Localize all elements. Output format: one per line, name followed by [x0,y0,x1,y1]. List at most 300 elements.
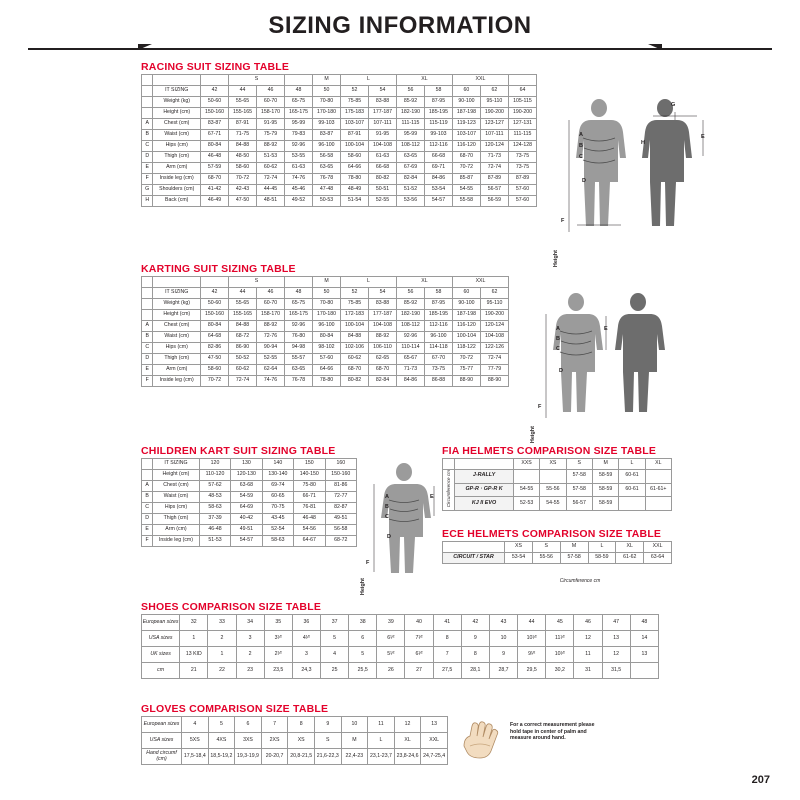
it-size-120: 120 [199,459,230,470]
it-size-56: 56 [396,86,424,97]
karting-fig-letter-f: F [538,404,542,410]
cell: 31 [574,663,602,679]
cell: 70-72 [452,354,480,365]
cell: 13 KID [180,647,208,663]
cell: 75-85 [340,299,368,310]
cell: 6 [349,631,377,647]
table-row [142,141,537,152]
cell: 28,7 [489,663,517,679]
cell: 74-76 [257,376,285,387]
table-row [443,483,672,497]
cell: 87-95 [424,299,452,310]
it-size-46: 46 [257,288,285,299]
table-row [142,749,448,765]
cell: 21,6-22,3 [314,749,341,765]
cell: 60-70 [257,299,285,310]
cell: 64-66 [340,163,368,174]
cell: 44-45 [257,185,285,196]
cell: 6¹⁄² [377,631,405,647]
cell: 88-92 [368,332,396,343]
cell: 4XS [208,733,235,749]
cell: 56-58 [325,525,356,536]
cell: 182-190 [396,108,424,119]
cell: 47 [602,615,630,631]
cell: 25 [321,663,349,679]
cell: 52-54 [262,525,293,536]
cell: 90-100 [452,97,480,108]
cell: 158-170 [257,310,285,321]
row-key: D [142,354,153,365]
cell: 66-68 [424,152,452,163]
cell: 28,1 [461,663,489,679]
table-row [142,152,537,163]
cell: 48-50 [229,152,257,163]
cell: 60-62 [229,365,257,376]
cell: 74-76 [285,174,313,185]
cell: 54-55 [452,185,480,196]
cell: 63-65 [285,365,313,376]
cell: 81-86 [325,481,356,492]
cell: 60-61 [619,470,645,484]
cell: 24,7-25,4 [421,749,448,765]
karting-figure [530,286,680,448]
row-key: C [142,343,153,354]
cell: 67-70 [424,354,452,365]
page-number: 207 [751,774,770,786]
row-label: Waist (cm) [153,492,200,503]
cell: 44 [518,615,546,631]
it-size-56: 56 [396,288,424,299]
cell: 4 [321,647,349,663]
row-label: Back (cm) [153,196,201,207]
cell: 12 [602,647,630,663]
cell: 170-180 [313,310,341,321]
cell: 50-51 [368,185,396,196]
it-size-60: 60 [452,86,480,97]
cell: 72-76 [257,332,285,343]
cell: 70-72 [229,174,257,185]
row-label: European sizes [142,717,182,733]
row-label: Arm (cm) [153,525,200,536]
cell [619,497,645,511]
cell: 5XS [182,733,209,749]
cell: 9¹⁄² [518,647,546,663]
helmet-size-L: L [619,459,645,470]
cell: 57-58 [566,470,592,484]
cell: 10 [489,631,517,647]
cell: 88-92 [257,141,285,152]
size-group-XXL: XXL [452,277,508,288]
it-size-130: 130 [231,459,262,470]
fia-helmets-table [442,458,672,511]
glove-hand-figure [458,716,516,762]
size-group-XL: XL [396,75,452,86]
cell: 118-122 [452,343,480,354]
cell: 3 [292,647,320,663]
table-row [142,196,537,207]
cell: 185-195 [424,310,452,321]
cell: 57-62 [199,481,230,492]
cell: 70-80 [313,97,341,108]
table-row [142,343,509,354]
cell: 35 [264,615,292,631]
row-key: C [142,503,153,514]
row-key: D [142,514,153,525]
cell: 66-68 [368,163,396,174]
cell: 48 [630,615,658,631]
cell: 96-100 [313,141,341,152]
cell: 72-77 [325,492,356,503]
cell: 100-104 [452,332,480,343]
cell: 60-65 [262,492,293,503]
cell: 65-67 [396,354,424,365]
cell: L [368,733,395,749]
children-section-title: CHILDREN KART SUIT SIZING TABLE [141,445,336,457]
it-size-54: 54 [368,288,396,299]
cell: 103-107 [452,130,480,141]
cell: 177-187 [368,108,396,119]
cell: 58-63 [262,536,293,547]
size-group-L: L [340,277,396,288]
cell: 48-53 [199,492,230,503]
cell: 75-80 [294,481,325,492]
cell: 64-68 [201,332,229,343]
cell: 91-95 [257,119,285,130]
cell: 71-75 [229,130,257,141]
row-label: Hips (cm) [153,343,201,354]
cell: 83-88 [368,299,396,310]
racing-figure [553,90,713,272]
cell: 170-180 [313,108,341,119]
children-fig-letter-b: B [385,504,389,510]
row-label: USA sizes [142,733,182,749]
cell: 116-120 [452,321,480,332]
size-group-S: S [229,277,285,288]
cell: 90-100 [452,299,480,310]
karting-fig-letter-d: D [559,368,563,374]
row-key: F [142,536,153,547]
row-key: E [142,163,153,174]
it-size-62: 62 [480,288,508,299]
helmet-size-XXS: XXS [513,459,539,470]
row-label: Inside leg (cm) [153,174,201,185]
cell: 61-63 [368,152,396,163]
it-size-54: 54 [368,86,396,97]
cell: 63-68 [231,481,262,492]
cell: 185-195 [424,108,452,119]
table-row [443,553,672,564]
shoes-comparison-table [141,614,659,679]
cell: 76-81 [294,503,325,514]
cell: 155-165 [229,108,257,119]
children-sizing-table [141,458,357,547]
table-row [142,631,659,647]
cell: 52-55 [368,196,396,207]
row-key: E [142,365,153,376]
cell: 98-102 [313,343,341,354]
karting-fig-letter-b: B [556,336,560,342]
cell: 124-128 [508,141,536,152]
children-fig-letter-d: D [387,534,391,540]
cell: 42-43 [229,185,257,196]
cell: 70-72 [201,376,229,387]
it-size-140: 140 [262,459,293,470]
cell: 61-62 [616,553,644,564]
cell: 67-71 [201,130,229,141]
helmet-size-M: M [560,542,588,553]
helmet-model: J-RALLY [455,470,514,484]
cell: 60-62 [257,163,285,174]
cell: 78-80 [340,174,368,185]
cell: 57-59 [201,163,229,174]
cell: 46 [574,615,602,631]
cell: 46-48 [199,525,230,536]
it-sizing-row [142,459,357,470]
cell: 140-150 [294,470,325,481]
cell: 90-94 [257,343,285,354]
cell: 23,1-23,7 [368,749,395,765]
cell: 63-64 [644,553,672,564]
cell: M [341,733,368,749]
cell: 58-63 [199,503,230,514]
cell: 68-70 [201,174,229,185]
cell: 182-190 [396,310,424,321]
rule-right-triangle [648,44,662,50]
it-size-60: 60 [452,288,480,299]
row-label: Weight (kg) [153,97,201,108]
it-size-50: 50 [313,288,341,299]
cell: 92-96 [396,332,424,343]
row-label: Thigh (cm) [153,152,201,163]
cell: 85-87 [452,174,480,185]
cell: 66-71 [294,492,325,503]
cell: 56-59 [480,196,508,207]
cell: 9 [461,631,489,647]
cell: 7 [261,717,288,733]
cell: 62-64 [257,365,285,376]
racing-fig-letter-e: E [701,134,705,140]
cell: 68-70 [368,365,396,376]
page-title: SIZING INFORMATION [268,12,532,39]
cell: 104-108 [368,321,396,332]
table-row [142,108,537,119]
row-key [142,97,153,108]
cell: 62-65 [368,354,396,365]
row-label: Weight (kg) [153,299,201,310]
cell: 85-92 [396,97,424,108]
cell: 111-115 [508,130,536,141]
row-label: Chest (cm) [153,481,200,492]
cell: 87-89 [480,174,508,185]
cell: 70-80 [313,299,341,310]
cell: 4 [182,717,209,733]
helmet-size-XXL: XXL [644,542,672,553]
cell: 64-67 [294,536,325,547]
cell: 56-57 [480,185,508,196]
row-key: H [142,196,153,207]
it-size-44: 44 [229,86,257,97]
cell: 57-58 [560,553,588,564]
table-row [142,299,509,310]
cell: 33 [208,615,236,631]
cell: 75-77 [452,365,480,376]
glove-measure-note: For a correct measurement please hold tape in center of palm and measure around hand. [510,722,595,741]
cell: 72-74 [480,354,508,365]
cell: 50-60 [201,299,229,310]
racing-fig-letter-f: F [561,218,565,224]
cell: 75-79 [257,130,285,141]
cell: 99-103 [424,130,452,141]
cell: 8 [433,631,461,647]
helmet-size-XL: XL [645,459,671,470]
it-size-44: 44 [229,288,257,299]
it-size-42: 42 [201,288,229,299]
cell: 58-60 [340,152,368,163]
cell [540,470,566,484]
cell: 37-39 [199,514,230,525]
cell: 187-198 [452,108,480,119]
helmet-model: CIRCUIT / STAR [443,553,505,564]
cell: 108-112 [396,141,424,152]
cell [645,470,671,484]
cell: 50-60 [201,97,229,108]
cell: 127-131 [508,119,536,130]
cell: 150-160 [201,310,229,321]
ece-circumference-caption: Circumference cm [559,578,601,584]
cell: 76-80 [285,332,313,343]
row-label: Chest (cm) [153,321,201,332]
table-row [142,717,448,733]
cell: 96-100 [424,332,452,343]
racing-fig-letter-c: C [579,154,583,160]
row-label: Hips (cm) [153,141,201,152]
cell: 51-52 [396,185,424,196]
row-label: Chest (cm) [153,119,201,130]
karting-fig-letter-a: A [556,326,560,332]
it-sizing-label: IT SIZING [153,459,200,470]
cell: 115-119 [424,119,452,130]
table-row [142,503,357,514]
cell: 50-52 [229,354,257,365]
cell: 80-84 [201,141,229,152]
table-row [142,647,659,663]
cell: 95-99 [285,119,313,130]
cell: 190-200 [508,108,536,119]
cell: 23 [236,663,264,679]
cell: 68-70 [340,365,368,376]
cell: 7 [433,647,461,663]
cell: 30,2 [546,663,574,679]
cell: 72-74 [480,163,508,174]
cell [513,470,539,484]
cell: 72-74 [229,376,257,387]
cell: 8 [461,647,489,663]
racing-fig-letter-g: G [671,102,676,108]
cell: 48-51 [257,196,285,207]
table-row [142,470,357,481]
cell: 58-59 [592,497,618,511]
gloves-comparison-table [141,716,448,765]
row-label: Waist (cm) [153,130,201,141]
cell: 83-88 [368,97,396,108]
header-rule [28,46,772,52]
cell: 23,5 [264,663,292,679]
cell [645,497,671,511]
cell: 52-53 [513,497,539,511]
row-label: Hand circumf (cm) [142,749,182,765]
table-row [142,97,537,108]
row-key: G [142,185,153,196]
cell: 68-70 [452,152,480,163]
cell: 70-72 [452,163,480,174]
cell: 100-104 [340,141,368,152]
cell: 67-69 [396,163,424,174]
row-label: Thigh (cm) [153,354,201,365]
cell: 75-85 [340,97,368,108]
table-row [142,365,509,376]
cell: 43-45 [262,514,293,525]
row-label: cm [142,663,180,679]
row-key [142,470,153,481]
it-size-48: 48 [285,288,313,299]
cell: 5¹⁄² [377,647,405,663]
cell: 65-75 [285,299,313,310]
table-row [142,536,357,547]
cell: 120-124 [480,321,508,332]
row-label: Thigh (cm) [153,514,200,525]
racing-sizing-table [141,74,537,207]
cell: 20-20,7 [261,749,288,765]
it-size-52: 52 [340,288,368,299]
cell: 112-116 [424,321,452,332]
cell: 55-57 [285,354,313,365]
helmet-size-XS: XS [505,542,533,553]
row-key: D [142,152,153,163]
cell: 58-59 [588,553,616,564]
cell: 95-110 [480,299,508,310]
cell: 55-56 [532,553,560,564]
helmet-header-row [443,542,672,553]
cell: 6 [235,717,262,733]
cell: 11¹⁄² [546,631,574,647]
cell: S [314,733,341,749]
group-header-row [142,277,509,288]
it-sizing-row [142,86,537,97]
cell: 10¹⁄² [546,647,574,663]
table-row [142,321,509,332]
cell: 80-82 [340,376,368,387]
cell: 55-65 [229,299,257,310]
table-row [142,514,357,525]
cell: 63-65 [396,152,424,163]
table-row [142,492,357,503]
helmet-size-M: M [592,459,618,470]
ece-helmets-title: ECE HELMETS COMPARISON SIZE TABLE [442,528,662,540]
cell: 53-55 [285,152,313,163]
cell: 79-83 [285,130,313,141]
cell: 47-50 [201,354,229,365]
cell: 87-95 [424,97,452,108]
cell: 107-111 [480,130,508,141]
cell: 49-52 [285,196,313,207]
table-row [142,663,659,679]
it-size-50: 50 [313,86,341,97]
children-fig-letter-c: C [385,514,389,520]
cell: 119-123 [452,119,480,130]
racing-fig-letter-d: D [582,178,586,184]
cell: 21 [180,663,208,679]
cell: 49-51 [231,525,262,536]
